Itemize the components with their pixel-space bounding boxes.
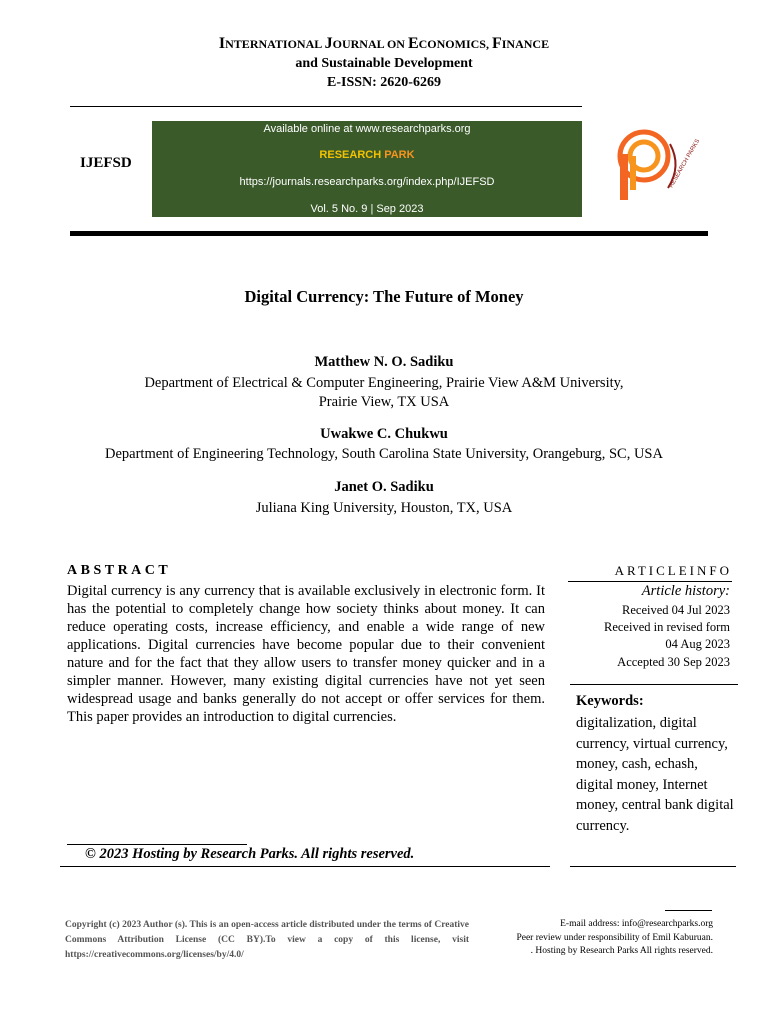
footer-rule-right [570, 866, 736, 867]
hosting-copyright: © 2023 Hosting by Research Parks. All rights reserved. [85, 846, 415, 862]
footer-rule-left [60, 866, 550, 867]
issn: E-ISSN: 2620-6269 [327, 75, 441, 90]
abstract-text: Digital currency is any currency that is available exclusively in electronic form. It has the potential to completely change how society thinks about money. It can reduce operating costs, increase efficiency, and enable a wide range of new applications. Digital currencies have become popular due to their convenient nature and for the fact that they allow users to transfer money quicker and in a simpler manner. However, many existing digital currencies have not yet seen widespread usage and banks generally do not accept or offer services for them. This paper provides an introduction to digital currencies. [67, 583, 545, 725]
publisher-name: RESEARCH PARK [319, 149, 415, 161]
author-name: Matthew N. O. Sadiku [314, 354, 454, 370]
author-affiliation: Juliana King University, Houston, TX, USA [255, 500, 513, 516]
keywords-heading: Keywords: [576, 693, 644, 709]
history-item: Received in revised form [604, 620, 730, 634]
footnote-rule [665, 910, 712, 911]
journal-header [0, 34, 768, 92]
research-parks-logo [612, 126, 702, 206]
peer-review-note: Peer review under responsibility of Emil Kaburuan. [516, 933, 713, 943]
keywords-rule [570, 684, 738, 685]
article-history-label: Article history: [641, 583, 730, 599]
journal-url[interactable]: https://journals.researchparks.org/index.php/IJEFSD [239, 176, 495, 188]
journal-name-line2: and Sustainable Development [295, 56, 473, 71]
available-online-text: Available online at www.researchparks.org [263, 123, 471, 135]
keywords-list: digitalization, digital currency, virtual currency, money, cash, echash, digital money, Internet money, central bank digital currency. [576, 715, 734, 834]
article-info-heading: ARTICLEINFO [614, 563, 732, 578]
journal-code: IJEFSD [80, 155, 132, 171]
history-item: Received 04 Jul 2023 [622, 603, 730, 617]
volume-info: Vol. 5 No. 9 | Sep 2023 [310, 203, 424, 215]
history-item: 04 Aug 2023 [665, 637, 730, 651]
header-divider [70, 106, 582, 107]
svg-text:RESEARCH PARKS: RESEARCH PARKS [668, 138, 702, 189]
author-affiliation: Department of Engineering Technology, South Carolina State University, Orangeburg, SC, USA [105, 446, 663, 462]
journal-name-line1: INTERNATIONAL JOURNAL ON ECONOMICS, FINANCE [218, 35, 550, 52]
history-item: Accepted 30 Sep 2023 [617, 655, 730, 669]
contact-email: E-mail address: info@researchparks.org [560, 919, 713, 929]
author-affiliation: Department of Electrical & Computer Engineering, Prairie View A&M University, Prairie View, TX USA [144, 375, 624, 410]
abstract-heading: ABSTRACT [67, 563, 172, 578]
author-name: Uwakwe C. Chukwu [320, 426, 448, 442]
license-notice: Copyright (c) 2023 Author (s). This is an open-access article distributed under the terms of Creative Commons Attribution License (CC BY).To view a copy of this license, visit https://creativecommons.org/licenses/by/4.0/ [65, 920, 469, 960]
author-name: Janet O. Sadiku [334, 479, 434, 495]
publisher-banner [152, 121, 582, 217]
hosting-note: . Hosting by Research Parks All rights reserved. [530, 946, 713, 956]
article-info-rule [568, 581, 732, 582]
paper-title: Digital Currency: The Future of Money [244, 287, 524, 306]
footer-short-rule [67, 844, 247, 845]
header-thick-rule [70, 231, 708, 236]
